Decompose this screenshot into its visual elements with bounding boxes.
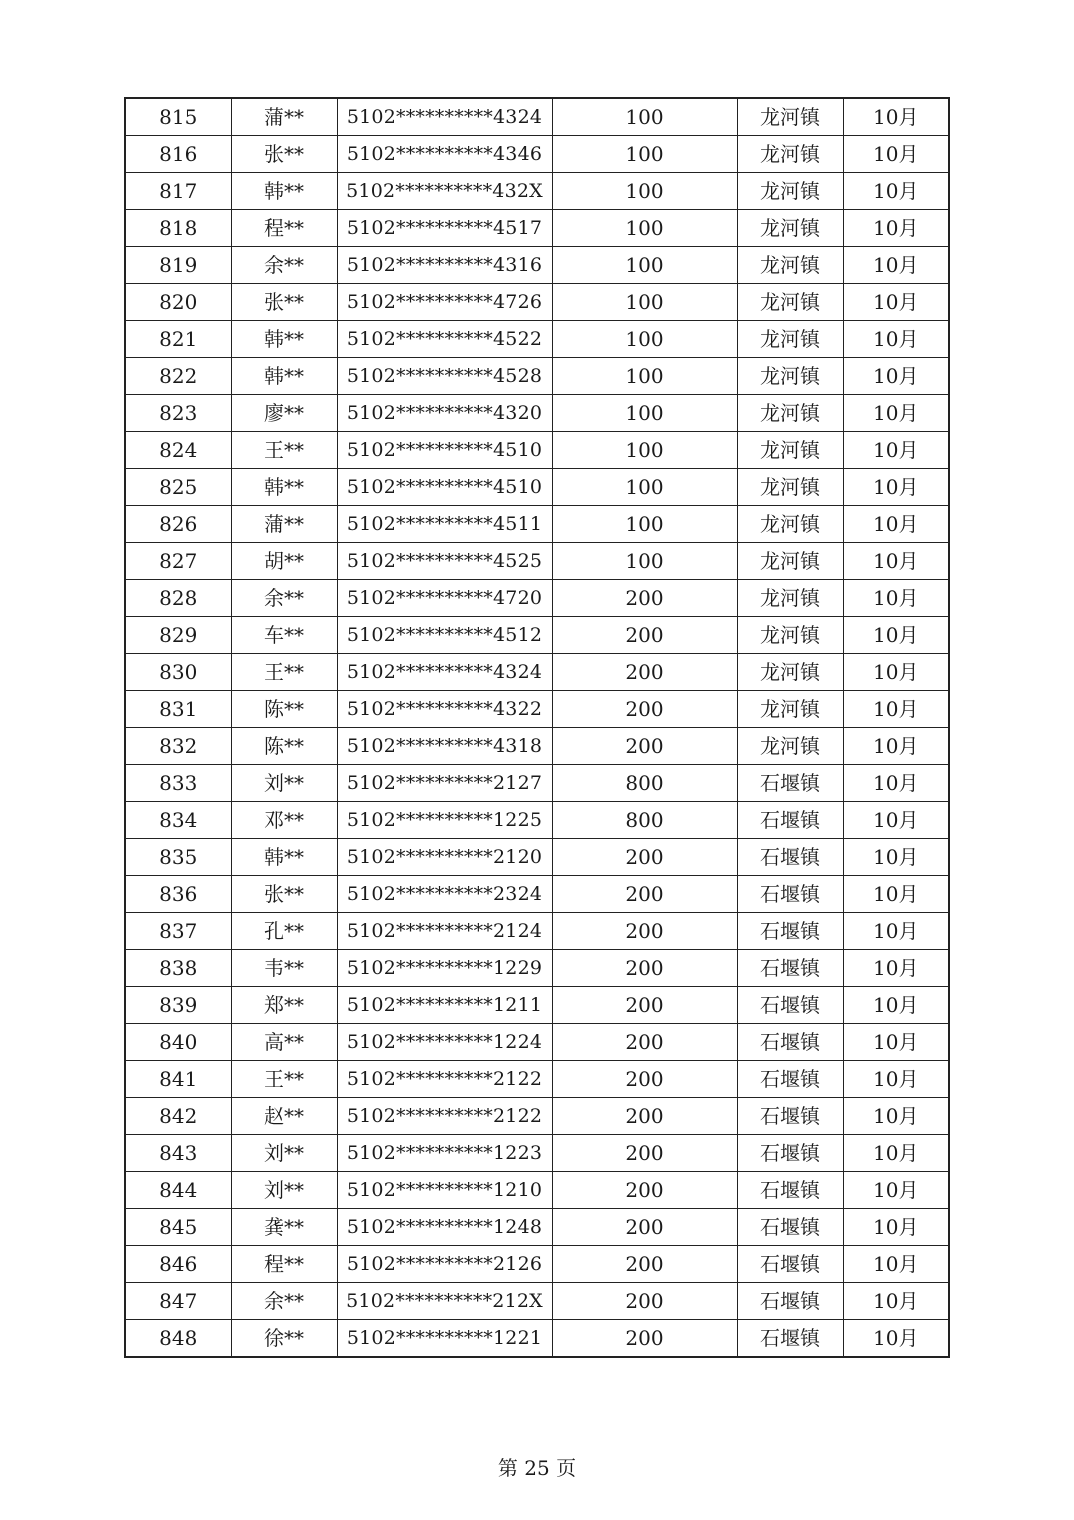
table-body bbox=[125, 98, 949, 1357]
town-cell: 石堰镇 bbox=[737, 765, 843, 802]
table-row bbox=[125, 1209, 949, 1246]
month-cell: 10月 bbox=[843, 1135, 949, 1172]
amount-cell: 200 bbox=[552, 1172, 737, 1209]
id-number-cell: 5102**********432X bbox=[337, 173, 552, 210]
amount-cell: 200 bbox=[552, 1061, 737, 1098]
table-row bbox=[125, 506, 949, 543]
town-cell: 龙河镇 bbox=[737, 469, 843, 506]
town-cell: 龙河镇 bbox=[737, 580, 843, 617]
name-cell: 蒲** bbox=[231, 98, 337, 136]
town-cell: 石堰镇 bbox=[737, 876, 843, 913]
month-cell: 10月 bbox=[843, 728, 949, 765]
id-number-cell: 5102**********4525 bbox=[337, 543, 552, 580]
table-row bbox=[125, 654, 949, 691]
serial-number-cell: 846 bbox=[125, 1246, 231, 1283]
serial-number-cell: 833 bbox=[125, 765, 231, 802]
month-cell: 10月 bbox=[843, 284, 949, 321]
amount-cell: 200 bbox=[552, 987, 737, 1024]
id-number-cell: 5102**********4322 bbox=[337, 691, 552, 728]
id-number-cell: 5102**********4316 bbox=[337, 247, 552, 284]
table-row bbox=[125, 765, 949, 802]
serial-number-cell: 840 bbox=[125, 1024, 231, 1061]
month-cell: 10月 bbox=[843, 395, 949, 432]
amount-cell: 100 bbox=[552, 469, 737, 506]
table-row bbox=[125, 136, 949, 173]
serial-number-cell: 819 bbox=[125, 247, 231, 284]
name-cell: 陈** bbox=[231, 691, 337, 728]
town-cell: 龙河镇 bbox=[737, 136, 843, 173]
name-cell: 王** bbox=[231, 432, 337, 469]
amount-cell: 200 bbox=[552, 839, 737, 876]
month-cell: 10月 bbox=[843, 173, 949, 210]
month-cell: 10月 bbox=[843, 1283, 949, 1320]
serial-number-cell: 838 bbox=[125, 950, 231, 987]
amount-cell: 200 bbox=[552, 654, 737, 691]
serial-number-cell: 823 bbox=[125, 395, 231, 432]
serial-number-cell: 843 bbox=[125, 1135, 231, 1172]
name-cell: 孔** bbox=[231, 913, 337, 950]
name-cell: 赵** bbox=[231, 1098, 337, 1135]
table-row bbox=[125, 839, 949, 876]
table-row bbox=[125, 358, 949, 395]
town-cell: 龙河镇 bbox=[737, 654, 843, 691]
serial-number-cell: 848 bbox=[125, 1320, 231, 1358]
town-cell: 石堰镇 bbox=[737, 1135, 843, 1172]
name-cell: 王** bbox=[231, 654, 337, 691]
amount-cell: 200 bbox=[552, 580, 737, 617]
name-cell: 王** bbox=[231, 1061, 337, 1098]
id-number-cell: 5102**********4324 bbox=[337, 98, 552, 136]
id-number-cell: 5102**********2126 bbox=[337, 1246, 552, 1283]
table-row bbox=[125, 247, 949, 284]
name-cell: 胡** bbox=[231, 543, 337, 580]
id-number-cell: 5102**********4320 bbox=[337, 395, 552, 432]
serial-number-cell: 828 bbox=[125, 580, 231, 617]
amount-cell: 200 bbox=[552, 876, 737, 913]
name-cell: 程** bbox=[231, 210, 337, 247]
id-number-cell: 5102**********4511 bbox=[337, 506, 552, 543]
town-cell: 石堰镇 bbox=[737, 1246, 843, 1283]
town-cell: 石堰镇 bbox=[737, 1024, 843, 1061]
month-cell: 10月 bbox=[843, 210, 949, 247]
name-cell: 程** bbox=[231, 1246, 337, 1283]
id-number-cell: 5102**********4510 bbox=[337, 432, 552, 469]
town-cell: 石堰镇 bbox=[737, 1320, 843, 1358]
name-cell: 郑** bbox=[231, 987, 337, 1024]
name-cell: 刘** bbox=[231, 1135, 337, 1172]
town-cell: 龙河镇 bbox=[737, 210, 843, 247]
month-cell: 10月 bbox=[843, 802, 949, 839]
table-row bbox=[125, 691, 949, 728]
id-number-cell: 5102**********4726 bbox=[337, 284, 552, 321]
amount-cell: 100 bbox=[552, 173, 737, 210]
table-row bbox=[125, 432, 949, 469]
amount-cell: 100 bbox=[552, 98, 737, 136]
name-cell: 余** bbox=[231, 580, 337, 617]
serial-number-cell: 847 bbox=[125, 1283, 231, 1320]
town-cell: 石堰镇 bbox=[737, 987, 843, 1024]
name-cell: 蒲** bbox=[231, 506, 337, 543]
id-number-cell: 5102**********4720 bbox=[337, 580, 552, 617]
id-number-cell: 5102**********1210 bbox=[337, 1172, 552, 1209]
id-number-cell: 5102**********2122 bbox=[337, 1098, 552, 1135]
amount-cell: 200 bbox=[552, 1024, 737, 1061]
month-cell: 10月 bbox=[843, 987, 949, 1024]
table-row bbox=[125, 987, 949, 1024]
town-cell: 石堰镇 bbox=[737, 1209, 843, 1246]
town-cell: 龙河镇 bbox=[737, 617, 843, 654]
month-cell: 10月 bbox=[843, 321, 949, 358]
serial-number-cell: 827 bbox=[125, 543, 231, 580]
id-number-cell: 5102**********4517 bbox=[337, 210, 552, 247]
name-cell: 龚** bbox=[231, 1209, 337, 1246]
id-number-cell: 5102**********1248 bbox=[337, 1209, 552, 1246]
table-row bbox=[125, 1061, 949, 1098]
name-cell: 韩** bbox=[231, 173, 337, 210]
serial-number-cell: 836 bbox=[125, 876, 231, 913]
id-number-cell: 5102**********4346 bbox=[337, 136, 552, 173]
serial-number-cell: 832 bbox=[125, 728, 231, 765]
town-cell: 龙河镇 bbox=[737, 691, 843, 728]
amount-cell: 200 bbox=[552, 913, 737, 950]
serial-number-cell: 821 bbox=[125, 321, 231, 358]
amount-cell: 100 bbox=[552, 432, 737, 469]
month-cell: 10月 bbox=[843, 1209, 949, 1246]
table-row bbox=[125, 876, 949, 913]
serial-number-cell: 837 bbox=[125, 913, 231, 950]
amount-cell: 800 bbox=[552, 765, 737, 802]
id-number-cell: 5102**********2122 bbox=[337, 1061, 552, 1098]
town-cell: 龙河镇 bbox=[737, 432, 843, 469]
id-number-cell: 5102**********1224 bbox=[337, 1024, 552, 1061]
table-row bbox=[125, 728, 949, 765]
serial-number-cell: 834 bbox=[125, 802, 231, 839]
town-cell: 龙河镇 bbox=[737, 98, 843, 136]
month-cell: 10月 bbox=[843, 1246, 949, 1283]
name-cell: 高** bbox=[231, 1024, 337, 1061]
town-cell: 龙河镇 bbox=[737, 506, 843, 543]
serial-number-cell: 817 bbox=[125, 173, 231, 210]
id-number-cell: 5102**********2124 bbox=[337, 913, 552, 950]
amount-cell: 100 bbox=[552, 395, 737, 432]
name-cell: 徐** bbox=[231, 1320, 337, 1358]
table-row bbox=[125, 1172, 949, 1209]
id-number-cell: 5102**********1223 bbox=[337, 1135, 552, 1172]
serial-number-cell: 841 bbox=[125, 1061, 231, 1098]
table-row bbox=[125, 543, 949, 580]
name-cell: 廖** bbox=[231, 395, 337, 432]
month-cell: 10月 bbox=[843, 913, 949, 950]
month-cell: 10月 bbox=[843, 950, 949, 987]
table-row bbox=[125, 469, 949, 506]
serial-number-cell: 822 bbox=[125, 358, 231, 395]
serial-number-cell: 835 bbox=[125, 839, 231, 876]
town-cell: 石堰镇 bbox=[737, 1098, 843, 1135]
month-cell: 10月 bbox=[843, 469, 949, 506]
table-row bbox=[125, 802, 949, 839]
table-row bbox=[125, 913, 949, 950]
town-cell: 石堰镇 bbox=[737, 1283, 843, 1320]
amount-cell: 800 bbox=[552, 802, 737, 839]
amount-cell: 100 bbox=[552, 247, 737, 284]
name-cell: 张** bbox=[231, 284, 337, 321]
id-number-cell: 5102**********1211 bbox=[337, 987, 552, 1024]
table-row bbox=[125, 1024, 949, 1061]
name-cell: 刘** bbox=[231, 765, 337, 802]
town-cell: 石堰镇 bbox=[737, 1172, 843, 1209]
month-cell: 10月 bbox=[843, 617, 949, 654]
month-cell: 10月 bbox=[843, 506, 949, 543]
id-number-cell: 5102**********4324 bbox=[337, 654, 552, 691]
name-cell: 余** bbox=[231, 247, 337, 284]
amount-cell: 100 bbox=[552, 358, 737, 395]
table-row bbox=[125, 1098, 949, 1135]
serial-number-cell: 829 bbox=[125, 617, 231, 654]
table-row bbox=[125, 1246, 949, 1283]
month-cell: 10月 bbox=[843, 543, 949, 580]
table-row bbox=[125, 580, 949, 617]
amount-cell: 200 bbox=[552, 1283, 737, 1320]
town-cell: 石堰镇 bbox=[737, 802, 843, 839]
town-cell: 龙河镇 bbox=[737, 543, 843, 580]
amount-cell: 200 bbox=[552, 1209, 737, 1246]
name-cell: 刘** bbox=[231, 1172, 337, 1209]
serial-number-cell: 816 bbox=[125, 136, 231, 173]
id-number-cell: 5102**********4522 bbox=[337, 321, 552, 358]
serial-number-cell: 825 bbox=[125, 469, 231, 506]
town-cell: 龙河镇 bbox=[737, 321, 843, 358]
page-number: 第 25 页 bbox=[497, 1456, 577, 1480]
table-row bbox=[125, 210, 949, 247]
id-number-cell: 5102**********4528 bbox=[337, 358, 552, 395]
name-cell: 邓** bbox=[231, 802, 337, 839]
month-cell: 10月 bbox=[843, 1320, 949, 1358]
serial-number-cell: 820 bbox=[125, 284, 231, 321]
name-cell: 车** bbox=[231, 617, 337, 654]
serial-number-cell: 818 bbox=[125, 210, 231, 247]
month-cell: 10月 bbox=[843, 98, 949, 136]
serial-number-cell: 845 bbox=[125, 1209, 231, 1246]
month-cell: 10月 bbox=[843, 876, 949, 913]
amount-cell: 100 bbox=[552, 284, 737, 321]
month-cell: 10月 bbox=[843, 1061, 949, 1098]
id-number-cell: 5102**********1225 bbox=[337, 802, 552, 839]
name-cell: 余** bbox=[231, 1283, 337, 1320]
id-number-cell: 5102**********2127 bbox=[337, 765, 552, 802]
table-row bbox=[125, 284, 949, 321]
amount-cell: 200 bbox=[552, 1320, 737, 1358]
table-row bbox=[125, 1320, 949, 1358]
table-row bbox=[125, 98, 949, 136]
id-number-cell: 5102**********1229 bbox=[337, 950, 552, 987]
name-cell: 陈** bbox=[231, 728, 337, 765]
serial-number-cell: 842 bbox=[125, 1098, 231, 1135]
town-cell: 龙河镇 bbox=[737, 247, 843, 284]
serial-number-cell: 831 bbox=[125, 691, 231, 728]
month-cell: 10月 bbox=[843, 1024, 949, 1061]
name-cell: 韩** bbox=[231, 321, 337, 358]
serial-number-cell: 839 bbox=[125, 987, 231, 1024]
id-number-cell: 5102**********212X bbox=[337, 1283, 552, 1320]
month-cell: 10月 bbox=[843, 136, 949, 173]
town-cell: 石堰镇 bbox=[737, 1061, 843, 1098]
month-cell: 10月 bbox=[843, 1172, 949, 1209]
amount-cell: 100 bbox=[552, 321, 737, 358]
id-number-cell: 5102**********2120 bbox=[337, 839, 552, 876]
amount-cell: 200 bbox=[552, 1098, 737, 1135]
recipient-table bbox=[124, 97, 950, 1358]
town-cell: 龙河镇 bbox=[737, 284, 843, 321]
month-cell: 10月 bbox=[843, 654, 949, 691]
month-cell: 10月 bbox=[843, 839, 949, 876]
amount-cell: 200 bbox=[552, 728, 737, 765]
table-row bbox=[125, 395, 949, 432]
table-row bbox=[125, 321, 949, 358]
name-cell: 韩** bbox=[231, 839, 337, 876]
month-cell: 10月 bbox=[843, 580, 949, 617]
name-cell: 张** bbox=[231, 136, 337, 173]
serial-number-cell: 830 bbox=[125, 654, 231, 691]
amount-cell: 200 bbox=[552, 1135, 737, 1172]
serial-number-cell: 826 bbox=[125, 506, 231, 543]
name-cell: 韩** bbox=[231, 358, 337, 395]
month-cell: 10月 bbox=[843, 1098, 949, 1135]
table-row bbox=[125, 1283, 949, 1320]
month-cell: 10月 bbox=[843, 247, 949, 284]
id-number-cell: 5102**********1221 bbox=[337, 1320, 552, 1358]
month-cell: 10月 bbox=[843, 691, 949, 728]
table-row bbox=[125, 173, 949, 210]
amount-cell: 200 bbox=[552, 950, 737, 987]
month-cell: 10月 bbox=[843, 432, 949, 469]
table-row bbox=[125, 617, 949, 654]
table-row bbox=[125, 950, 949, 987]
town-cell: 龙河镇 bbox=[737, 728, 843, 765]
town-cell: 龙河镇 bbox=[737, 173, 843, 210]
id-number-cell: 5102**********4318 bbox=[337, 728, 552, 765]
month-cell: 10月 bbox=[843, 765, 949, 802]
amount-cell: 100 bbox=[552, 136, 737, 173]
town-cell: 龙河镇 bbox=[737, 358, 843, 395]
amount-cell: 100 bbox=[552, 506, 737, 543]
town-cell: 石堰镇 bbox=[737, 950, 843, 987]
serial-number-cell: 824 bbox=[125, 432, 231, 469]
month-cell: 10月 bbox=[843, 358, 949, 395]
amount-cell: 200 bbox=[552, 1246, 737, 1283]
serial-number-cell: 815 bbox=[125, 98, 231, 136]
id-number-cell: 5102**********2324 bbox=[337, 876, 552, 913]
id-number-cell: 5102**********4512 bbox=[337, 617, 552, 654]
name-cell: 韦** bbox=[231, 950, 337, 987]
amount-cell: 200 bbox=[552, 691, 737, 728]
id-number-cell: 5102**********4510 bbox=[337, 469, 552, 506]
amount-cell: 200 bbox=[552, 617, 737, 654]
amount-cell: 100 bbox=[552, 543, 737, 580]
serial-number-cell: 844 bbox=[125, 1172, 231, 1209]
table-row bbox=[125, 1135, 949, 1172]
town-cell: 石堰镇 bbox=[737, 839, 843, 876]
amount-cell: 100 bbox=[552, 210, 737, 247]
town-cell: 石堰镇 bbox=[737, 913, 843, 950]
town-cell: 龙河镇 bbox=[737, 395, 843, 432]
name-cell: 张** bbox=[231, 876, 337, 913]
name-cell: 韩** bbox=[231, 469, 337, 506]
